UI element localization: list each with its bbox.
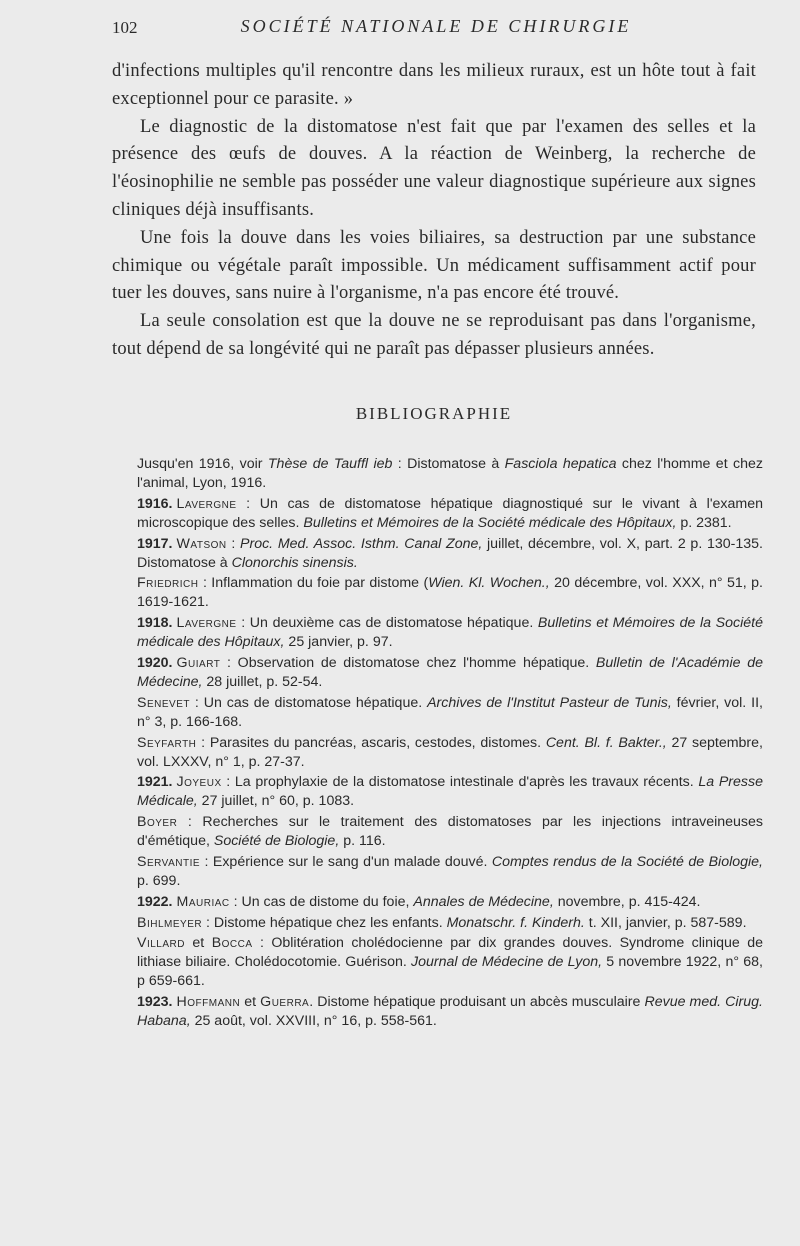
entry-text: 25 janvier, p. 97. bbox=[284, 634, 393, 651]
entry-year: 1918. bbox=[137, 615, 173, 632]
bibliography-entry bbox=[137, 694, 763, 732]
entry-text: 25 août, vol. XXVIII, n° 16, p. 558-561. bbox=[190, 1013, 437, 1030]
entry-journal: Société de Biologie, bbox=[213, 833, 340, 850]
entry-year: 1921. bbox=[137, 774, 173, 791]
entry-author: Lavergne bbox=[176, 495, 237, 512]
bibliography-entry bbox=[137, 773, 763, 811]
body-text bbox=[112, 58, 756, 364]
entry-text: novembre, p. 415-424. bbox=[553, 893, 701, 910]
bibliography-list bbox=[137, 455, 763, 1033]
entry-text: : Distomatose à bbox=[392, 456, 505, 472]
entry-text: 5 novembre 1922, n° 68, p 659-661. bbox=[137, 954, 763, 990]
entry-author: Watson bbox=[176, 535, 227, 552]
paragraph: Le diagnostic de la distomatose n'est fait que par l'examen des selles et la présence des œufs de douves. A la réaction de Weinberg, la recherche de l'éosinophilie ne semble pas posséder une valeur diagnostique supérieure aux signes cliniques déjà insuffisants. bbox=[112, 116, 756, 220]
entry-text: : Un cas de distomatose hépatique diagnostiqué sur le vivant à l'examen microscopique des selles. bbox=[137, 495, 763, 531]
entry-text: p. 699. bbox=[137, 872, 181, 889]
entry-text: t. XII, janvier, p. 587-589. bbox=[584, 914, 747, 931]
entry-author: Servantie bbox=[137, 853, 201, 870]
entry-journal: Comptes rendus de la Société de Biologie, bbox=[491, 853, 763, 870]
entry-author: Guerra bbox=[260, 994, 310, 1011]
entry-journal: Monatschr. f. Kinderh. bbox=[446, 914, 585, 931]
bibliography-entry bbox=[137, 455, 763, 493]
entry-journal: Bulletin de l'Académie de Médecine, bbox=[137, 654, 763, 690]
entry-text: : Observation de distomatose chez l'homme hépatique. bbox=[220, 654, 596, 671]
entry-text: : Recherches sur le traitement des distomatoses par les injections intraveineuses d'émétique, bbox=[137, 814, 763, 850]
entry-text: : Oblitération cholédocienne par dix grandes douves. Syndrome clinique de lithiase biliaire. Cholédocotomie. Guérison. bbox=[137, 935, 764, 971]
entry-journal: Revue med. Cirug. Habana, bbox=[137, 994, 763, 1030]
paragraph: La seule consolation est que la douve ne se reproduisant pas dans l'organisme, tout dépend de sa longévité qui ne paraît pas dépasser plusieurs années. bbox=[112, 311, 756, 359]
entry-author: Friedrich bbox=[137, 575, 199, 592]
entry-species: Clonorchis sinensis. bbox=[231, 554, 358, 571]
entry-text: chez l'homme et chez l'animal, Lyon, 1916. bbox=[137, 456, 763, 491]
running-title: SOCIÉTÉ NATIONALE DE CHIRURGIE bbox=[240, 16, 632, 36]
entry-journal: Annales de Médecine, bbox=[413, 893, 554, 910]
entry-text: : Inflammation du foie par distome ( bbox=[198, 575, 429, 592]
entry-author: Hoffmann bbox=[176, 994, 241, 1011]
page-number: 102 bbox=[112, 18, 138, 37]
bibliography-entry bbox=[137, 853, 763, 891]
entry-author: Lavergne bbox=[176, 615, 237, 632]
entry-text: 28 juillet, p. 52-54. bbox=[202, 673, 323, 690]
entry-text: : bbox=[226, 535, 241, 552]
entry-text: : Un cas de distomatose hépatique. bbox=[189, 694, 428, 711]
entry-author: Mauriac bbox=[176, 893, 230, 910]
entry-text: : La prophylaxie de la distomatose intestinale d'après les travaux récents. bbox=[221, 774, 699, 791]
entry-journal: Bulletins et Mémoires de la Société médicale des Hôpitaux, bbox=[137, 615, 764, 651]
entry-text: : Un deuxième cas de distomatose hépatique. bbox=[236, 615, 538, 632]
entry-journal: La Presse Médicale, bbox=[137, 774, 763, 810]
bibliography-entry bbox=[137, 574, 763, 612]
bibliography-entry bbox=[137, 934, 763, 991]
paragraph: d'infections multiples qu'il rencontre dans les milieux ruraux, est un hôte tout à fait exceptionnel pour ce parasite. » bbox=[112, 61, 756, 109]
entry-author: Bihlmeyer bbox=[137, 914, 203, 931]
bibliography-entry bbox=[137, 734, 763, 772]
bibliography-entry bbox=[137, 535, 763, 573]
entry-year: 1922. bbox=[137, 893, 173, 910]
entry-author: Seyfarth bbox=[137, 734, 197, 751]
entry-text: et bbox=[184, 935, 212, 952]
bibliography-entry bbox=[137, 813, 763, 851]
entry-text: p. 2381. bbox=[676, 514, 732, 531]
bibliography-entry bbox=[137, 495, 763, 533]
entry-title: Thèse de Tauffl ieb bbox=[267, 456, 393, 472]
entry-author: Joyeux bbox=[176, 774, 222, 791]
entry-text: 20 décembre, vol. XXX, n° 51, p. 1619-1621. bbox=[137, 575, 763, 611]
bibliography-entry bbox=[137, 993, 763, 1031]
bibliography-entry bbox=[137, 614, 763, 652]
entry-author: Bocca bbox=[211, 935, 253, 952]
entry-text: Jusqu'en 1916, voir bbox=[137, 456, 268, 472]
entry-journal: Proc. Med. Assoc. Isthm. Canal Zone, bbox=[240, 535, 483, 552]
bibliography-entry bbox=[137, 654, 763, 692]
entry-author: Villard bbox=[137, 935, 185, 952]
entry-text: : Un cas de distome du foie, bbox=[229, 893, 414, 910]
entry-author: Senevet bbox=[137, 694, 190, 711]
entry-text: juillet, décembre, vol. X, part. 2 p. 130-135. Distomatose à bbox=[137, 535, 763, 571]
entry-text: février, vol. II, n° 3, p. 166-168. bbox=[137, 694, 763, 730]
entry-year: 1920. bbox=[137, 654, 173, 671]
entry-journal: Archives de l'Institut Pasteur de Tunis, bbox=[427, 694, 672, 711]
bibliography-heading: BIBLIOGRAPHIE bbox=[355, 404, 513, 423]
entry-text: p. 116. bbox=[339, 833, 386, 850]
entry-text: : Parasites du pancréas, ascaris, cestodes, distomes. bbox=[196, 734, 546, 751]
entry-author: Guiart bbox=[176, 654, 221, 671]
entry-year: 1916. bbox=[137, 495, 173, 512]
entry-year: 1917. bbox=[137, 535, 173, 552]
entry-journal: Cent. Bl. f. Bakter., bbox=[545, 734, 667, 751]
page-header bbox=[112, 14, 760, 40]
entry-journal: Journal de Médecine de Lyon, bbox=[411, 954, 603, 971]
entry-year: 1923. bbox=[137, 994, 173, 1011]
paragraph: Une fois la douve dans les voies biliaires, sa destruction par une substance chimique ou végétale paraît impossible. Un médicament suffisamment actif pour tuer les douves, sans nuire à l'organisme, n'a pas encore été trouvé. bbox=[112, 227, 756, 304]
bibliography-entry bbox=[137, 893, 763, 912]
entry-text: . Distome hépatique produisant un abcès musculaire bbox=[309, 994, 645, 1011]
entry-text: : Expérience sur le sang d'un malade douvé. bbox=[200, 853, 492, 870]
entry-species: Fasciola hepatica bbox=[504, 456, 617, 472]
entry-text: 27 septembre, vol. LXXXV, n° 1, p. 27-37. bbox=[137, 734, 763, 770]
bibliography-entry bbox=[137, 914, 763, 933]
entry-text: : Distome hépatique chez les enfants. bbox=[202, 914, 447, 931]
entry-journal: Bulletins et Mémoires de la Société médicale des Hôpitaux, bbox=[303, 514, 677, 531]
entry-text: 27 juillet, n° 60, p. 1083. bbox=[197, 793, 355, 810]
entry-text: et bbox=[240, 994, 261, 1011]
entry-journal: Wien. Kl. Wochen., bbox=[428, 575, 550, 592]
entry-author: Boyer bbox=[137, 814, 178, 831]
